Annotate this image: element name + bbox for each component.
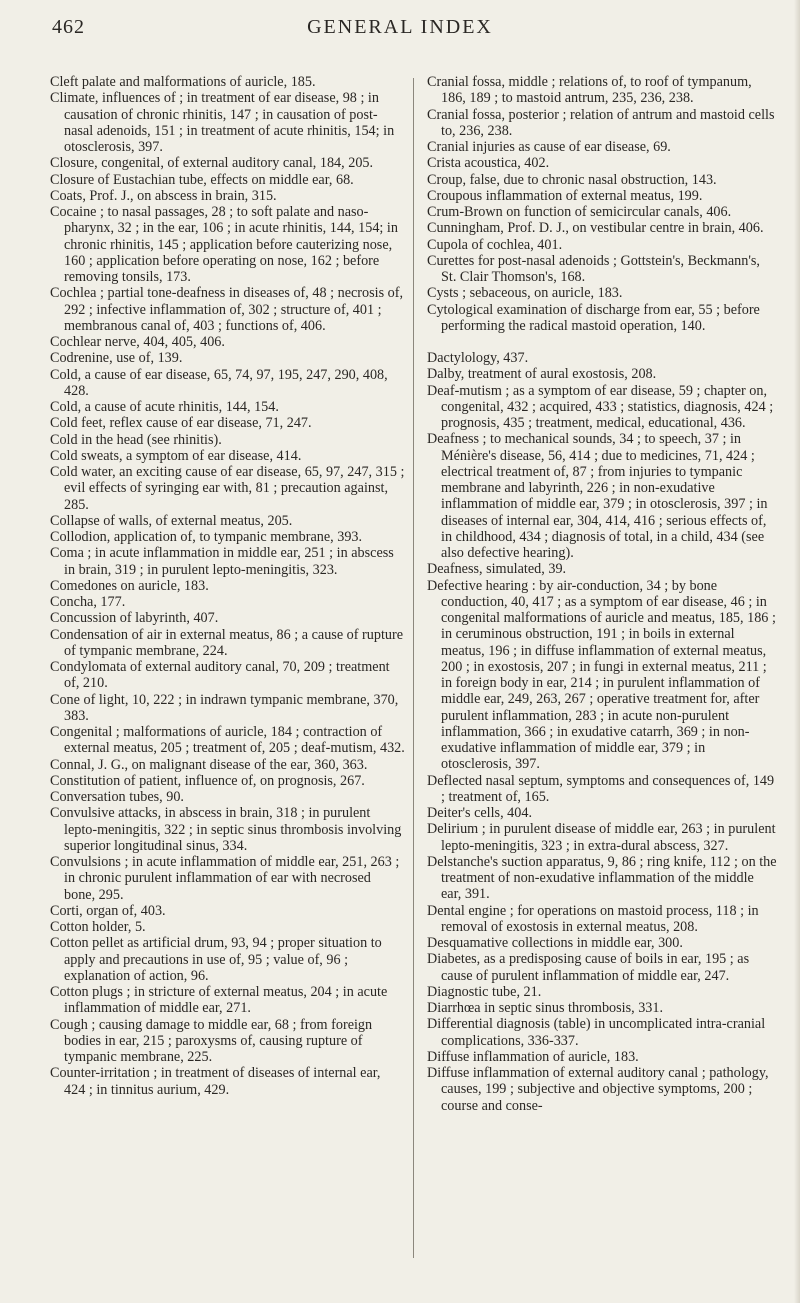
index-entry: Dalby, treatment of aural exostosis, 208. xyxy=(427,366,657,383)
index-entry: Diagnostic tube, 21. xyxy=(427,983,542,1000)
index-entry: Closure, congenital, of external auditory canal, 184, 205. xyxy=(50,155,374,172)
index-entry: Deflected nasal septum, symptoms and consequences of, 149 ; treatment of, 165. xyxy=(427,772,775,805)
index-column-left xyxy=(50,74,405,1098)
index-entry: Convulsions ; in acute inflammation of middle ear, 251, 263 ; in chronic purulent inflammation of ear with necrosed bone, 295. xyxy=(50,854,400,903)
index-entry: Collodion, application of, to tympanic membrane, 393. xyxy=(50,529,363,545)
index-entry: Cold in the head (see rhinitis). xyxy=(50,431,222,448)
index-entry: Delstanche's suction apparatus, 9, 86 ; ring knife, 112 ; on the treatment of non-exudative inflammation of the middle ear, 391. xyxy=(427,853,777,903)
index-entry: Cough ; causing damage to middle ear, 68 ; from foreign bodies in ear, 215 ; paroxysms of, causing rupture of tympanic membrane, 225. xyxy=(50,1016,373,1065)
index-column-right xyxy=(427,74,777,1114)
index-entry: Conversation tubes, 90. xyxy=(50,789,184,805)
index-entry: Constitution of patient, influence of, on prognosis, 267. xyxy=(50,772,365,789)
index-entry: Corti, organ of, 403. xyxy=(50,902,166,919)
index-entry: Diffuse inflammation of external auditory canal ; pathology, causes, 199 ; subjective and objective symptoms, 200 ; course and conse- xyxy=(427,1065,769,1114)
index-entry: Convulsive attacks, in abscess in brain, 318 ; in purulent lepto-meningitis, 322 ; in septic sinus thrombosis involving superior longitudinal sinus, 334. xyxy=(50,805,402,854)
index-entry: Cranial injuries as cause of ear disease, 69. xyxy=(427,139,671,155)
page-edge-shadow xyxy=(794,0,800,1303)
index-entry: Cranial fossa, posterior ; relation of antrum and mastoid cells to, 236, 238. xyxy=(427,106,775,139)
index-entry: Cold feet, reflex cause of ear disease, 71, 247. xyxy=(50,415,312,432)
index-entry: Cold water, an exciting cause of ear disease, 65, 97, 247, 315 ; evil effects of syringing ear with, 81 ; precaution against, 285. xyxy=(50,464,405,513)
index-entry: Diabetes, as a predisposing cause of boils in ear, 195 ; as cause of purulent inflammation of middle ear, 247. xyxy=(427,951,750,984)
index-entry: Climate, influences of ; in treatment of ear disease, 98 ; in causation of chronic rhinitis, 147 ; in causation of post-nasal adenoids, 151 ; in treatment of acute rhinitis, 154; in otosclerosis, 397. xyxy=(50,90,395,155)
index-entry: Deaf-mutism ; as a symptom of ear disease, 59 ; chapter on, congenital, 432 ; acquired, 433 ; statistics, diagnosis, 424 ; prognosis, 435 ; treatment, medical, educational, 436. xyxy=(427,382,774,431)
index-entry: Closure of Eustachian tube, effects on middle ear, 68. xyxy=(50,171,354,188)
index-entry: Croupous inflammation of external meatus, 199. xyxy=(427,187,703,204)
index-entry: Cotton plugs ; in stricture of external meatus, 204 ; in acute inflammation of middle ear, 271. xyxy=(50,984,388,1017)
index-entry: Deafness ; to mechanical sounds, 34 ; to speech, 37 ; in Ménière's disease, 56, 414 ; due to medicines, 71, 424 ; electrical treatment of, 87 ; from injuries to tympanic membrane and labyrinth, 226 ; in non-exudative inflammation of middle ear, 379 ; in otosclerosis, 397 ; in diseases of internal ear, 304, 414, 416 ; serious effects of, in childhood, 434 ; diagnosis of total, in a child, 434 (see also defective hearing). xyxy=(427,431,768,561)
index-entry: Cytological examination of discharge from ear, 55 ; before performing the radical mastoid operation, 140. xyxy=(427,301,760,334)
index-entry: Delirium ; in purulent disease of middle ear, 263 ; in purulent lepto-meningitis, 323 ; in extra-dural abscess, 327. xyxy=(427,821,776,854)
index-entry: Desquamative collections in middle ear, 300. xyxy=(427,935,683,951)
index-entry: Defective hearing : by air-conduction, 34 ; by bone conduction, 40, 417 ; as a symptom of ear disease, 46 ; in congenital malformations of auricle and meatus, 185, 186 ; in ceruminous obstruction, 191 ; in boils in external meatus, 196 ; in diffuse inflammation of external meatus, 200 ; in exostosis, 207 ; in fungi in external meatus, 211 ; in foreign body in ear, 214 ; in purulent inflammation of middle ear, 249, 263, 267 ; operative treatment for, after purulent inflammation, 283 ; in acute non-purulent inflammation, 366 ; in exudative catarrh, 369 ; in non-exudative inflammation of middle ear, 379 ; in otosclerosis, 397. xyxy=(427,577,776,773)
index-entry: Differential diagnosis (table) in uncomplicated intra-cranial complications, 336-337. xyxy=(427,1016,766,1049)
index-entry: Coats, Prof. J., on abscess in brain, 315. xyxy=(50,187,277,204)
index-entry: Counter-irritation ; in treatment of diseases of internal ear, 424 ; in tinnitus aurium, 429. xyxy=(50,1065,381,1098)
index-entry: Crum-Brown on function of semicircular canals, 406. xyxy=(427,204,732,220)
index-entry: Codrenine, use of, 139. xyxy=(50,350,183,367)
index-entry: Coma ; in acute inflammation in middle ear, 251 ; in abscess in brain, 319 ; in purulent lepto-meningitis, 323. xyxy=(50,545,394,578)
index-entry: Diarrhœa in septic sinus thrombosis, 331. xyxy=(427,1000,664,1016)
index-entry: Croup, false, due to chronic nasal obstruction, 143. xyxy=(427,171,717,188)
index-entry: Concussion of labyrinth, 407. xyxy=(50,610,219,627)
index-entry: Concha, 177. xyxy=(50,594,126,610)
page-header xyxy=(0,14,800,48)
running-title: GENERAL INDEX xyxy=(307,16,493,38)
index-entry: Cranial fossa, middle ; relations of, to roof of tympanum, 186, 189 ; to mastoid antrum, 235, 236, 238. xyxy=(427,74,752,107)
index-entry: Cleft palate and malformations of auricle, 185. xyxy=(50,74,316,90)
index-entry: Crista acoustica, 402. xyxy=(427,155,550,172)
index-entry: Deafness, simulated, 39. xyxy=(427,561,567,578)
index-entry: Cupola of cochlea, 401. xyxy=(427,236,563,253)
index-entry: Cotton holder, 5. xyxy=(50,919,146,935)
index-entry: Cold sweats, a symptom of ear disease, 414. xyxy=(50,447,302,464)
index-entry: Cunningham, Prof. D. J., on vestibular centre in brain, 406. xyxy=(427,220,764,237)
index-entry: Cotton pellet as artificial drum, 93, 94 ; proper situation to apply and precautions in use of, 95 ; value of, 96 ; explanation of action, 96. xyxy=(50,935,382,984)
index-entry: Dental engine ; for operations on mastoid process, 118 ; in removal of exostosis in external meatus, 208. xyxy=(427,902,759,935)
index-entry: Cochlear nerve, 404, 405, 406. xyxy=(50,334,225,350)
index-entry: Congenital ; malformations of auricle, 184 ; contraction of external meatus, 205 ; treatment of, 205 ; deaf-mutism, 432. xyxy=(50,724,405,757)
column-divider xyxy=(413,78,414,1258)
index-entry: Cone of light, 10, 222 ; in indrawn tympanic membrane, 370, 383. xyxy=(50,691,399,724)
index-entry: Cold, a cause of acute rhinitis, 144, 154. xyxy=(50,399,279,415)
index-entry: Curettes for post-nasal adenoids ; Gottstein's, Beckmann's, St. Clair Thomson's, 168. xyxy=(427,252,760,285)
index-entry: Dactylology, 437. xyxy=(427,350,529,366)
index-entry: Collapse of walls, of external meatus, 205. xyxy=(50,512,293,529)
index-entry: Cochlea ; partial tone-deafness in diseases of, 48 ; necrosis of, 292 ; infective inflammation of, 302 ; structure of, 401 ; membranous canal of, 403 ; functions of, 406. xyxy=(50,285,404,334)
index-entry: Cocaine ; to nasal passages, 28 ; to soft palate and naso-pharynx, 32 ; in the ear, 106 ; in acute rhinitis, 144, 154; in chronic rhinitis, 145 ; application before cauterizing nose, 160 ; application before operating on nose, 162 ; before removing tonsils, 173. xyxy=(50,204,398,285)
index-entry: Diffuse inflammation of auricle, 183. xyxy=(427,1048,639,1065)
index-entry: Condylomata of external auditory canal, 70, 209 ; treatment of, 210. xyxy=(50,659,390,692)
index-entry: Comedones on auricle, 183. xyxy=(50,577,209,594)
page-number: 462 xyxy=(52,16,85,38)
index-entry: Cysts ; sebaceous, on auricle, 183. xyxy=(427,285,623,302)
index-entry: Connal, J. G., on malignant disease of the ear, 360, 363. xyxy=(50,756,368,773)
index-entry: Deiter's cells, 404. xyxy=(427,805,532,821)
index-entry: Condensation of air in external meatus, 86 ; a cause of rupture of tympanic membrane, 224. xyxy=(50,626,403,659)
index-entry: Cold, a cause of ear disease, 65, 74, 97, 195, 247, 290, 408, 428. xyxy=(50,366,388,399)
